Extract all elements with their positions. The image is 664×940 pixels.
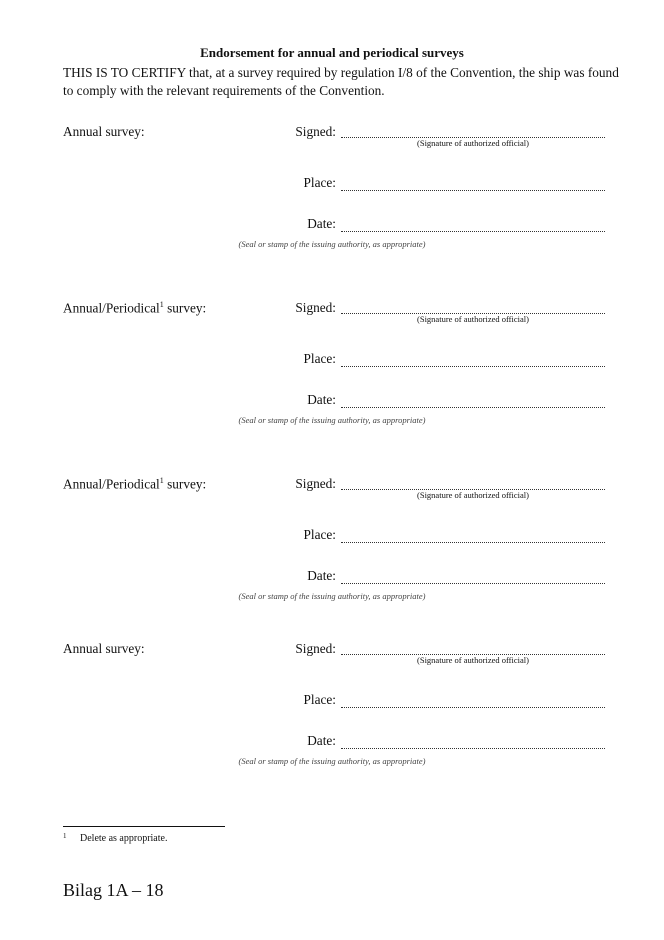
place-line[interactable] [341, 190, 605, 191]
signed-label: Signed: [295, 641, 336, 656]
place-line[interactable] [341, 707, 605, 708]
survey-section-annual-1 [0, 124, 664, 274]
survey-label [63, 476, 206, 492]
footnote-reference: 1 [159, 476, 164, 485]
date-line[interactable] [341, 583, 605, 584]
date-label: Date: [307, 216, 336, 231]
date-line[interactable] [341, 231, 605, 232]
survey-label [63, 300, 206, 316]
signature-caption: (Signature of authorized official) [417, 314, 529, 324]
footnote-mark: 1 [63, 832, 67, 840]
document-title: Endorsement for annual and periodical surveys [200, 45, 464, 60]
seal-caption: (Seal or stamp of the issuing authority, as appropriate) [238, 756, 426, 766]
signed-label: Signed: [295, 300, 336, 315]
date-line[interactable] [341, 748, 605, 749]
survey-label-text: Annual/Periodical [63, 476, 160, 492]
place-line[interactable] [341, 366, 605, 367]
signed-label: Signed: [295, 476, 336, 491]
place-line[interactable] [341, 542, 605, 543]
survey-section-periodical-1 [0, 300, 664, 450]
footnote-text: Delete as appropriate. [80, 833, 168, 844]
seal-caption: (Seal or stamp of the issuing authority, as appropriate) [238, 591, 426, 601]
footnote-reference: 1 [159, 300, 164, 309]
place-label: Place: [303, 175, 336, 190]
date-label: Date: [307, 568, 336, 583]
signature-caption: (Signature of authorized official) [417, 490, 529, 500]
date-label: Date: [307, 392, 336, 407]
place-label: Place: [303, 692, 336, 707]
signature-caption: (Signature of authorized official) [417, 138, 529, 148]
signed-label: Signed: [295, 124, 336, 139]
survey-label-text: Annual/Periodical [63, 300, 160, 316]
seal-caption: (Seal or stamp of the issuing authority, as appropriate) [238, 239, 426, 249]
survey-label-suffix: survey: [163, 476, 207, 492]
date-line[interactable] [341, 407, 605, 408]
footnote-separator [63, 826, 225, 827]
page-number: Bilag 1A – 18 [63, 880, 164, 900]
survey-section-annual-2 [0, 641, 664, 791]
seal-caption: (Seal or stamp of the issuing authority, as appropriate) [238, 415, 426, 425]
survey-label: Annual survey: [63, 124, 145, 139]
place-label: Place: [303, 527, 336, 542]
date-label: Date: [307, 733, 336, 748]
survey-label: Annual survey: [63, 641, 145, 656]
certification-text: THIS IS TO CERTIFY that, at a survey required by regulation I/8 of the Convention, the ship was found to comply with the relevant requirements of the Convention. [63, 65, 619, 98]
place-label: Place: [303, 351, 336, 366]
survey-section-periodical-2 [0, 476, 664, 626]
survey-label-suffix: survey: [163, 300, 207, 316]
signature-caption: (Signature of authorized official) [417, 655, 529, 665]
